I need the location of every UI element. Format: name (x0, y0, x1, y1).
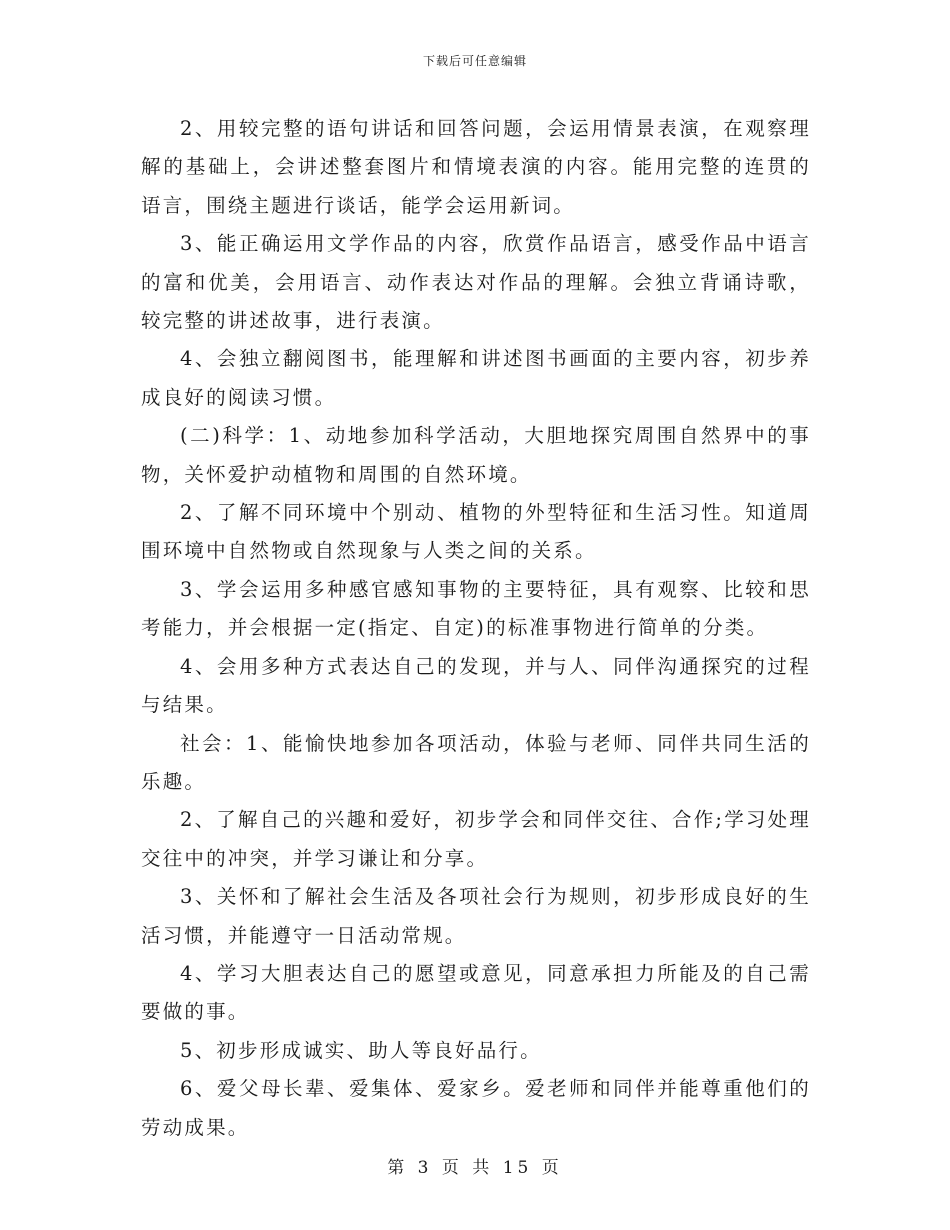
paragraph-science-3: 3、学会运用多种感官感知事物的主要特征，具有观察、比较和思考能力，并会根据一定(指定、自定)的标准事物进行简单的分类。 (141, 577, 811, 640)
paragraph-language-4: 4、会独立翻阅图书，能理解和讲述图书画面的主要内容，初步养成良好的阅读习惯。 (141, 347, 811, 409)
paragraph-society-2: 2、了解自己的兴趣和爱好，初步学会和同伴交往、合作;学习处理交往中的冲突，并学习谦让和分享。 (141, 808, 811, 870)
paragraph-science-1: (二)科学：1、动地参加科学活动，大胆地探究周围自然界中的事物，关怀爱护动植物和周围的自然环境。 (141, 424, 811, 486)
page-header: 下载后可任意编辑 (422, 54, 527, 68)
paragraph-language-2: 2、用较完整的语句讲话和回答问题，会运用情景表演，在观察理解的基础上，会讲述整套图片和情境表演的内容。能用完整的连贯的语言，围绕主题进行谈话，能学会运用新词。 (141, 117, 811, 217)
paragraph-society-6: 6、爱父母长辈、爱集体、爱家乡。爱老师和同伴并能尊重他们的劳动成果。 (141, 1077, 811, 1139)
page-number-footer: 第 3 页 共 15 页 (387, 1158, 563, 1178)
paragraph-science-2: 2、了解不同环境中个别动、植物的外型特征和生活习性。知道周围环境中自然物或自然现象与人类之间的关系。 (141, 501, 811, 563)
document-body (141, 110, 811, 1147)
paragraph-language-3: 3、能正确运用文学作品的内容，欣赏作品语言，感受作品中语言的富和优美，会用语言、动作表达对作品的理解。会独立背诵诗歌，较完整的讲述故事，进行表演。 (141, 232, 811, 333)
paragraph-society-3: 3、关怀和了解社会生活及各项社会行为规则，初步形成良好的生活习惯，并能遵守一日活动常规。 (141, 885, 811, 947)
paragraph-society-5: 5、初步形成诚实、助人等良好品行。 (180, 1038, 542, 1062)
paragraph-society-4: 4、学习大胆表达自己的愿望或意见，同意承担力所能及的自己需要做的事。 (141, 961, 811, 1024)
paragraph-science-4: 4、会用多种方式表达自己的发现，并与人、同伴沟通探究的过程与结果。 (141, 654, 811, 717)
paragraph-society-1: 社会：1、能愉快地参加各项活动，体验与老师、同伴共同生活的乐趣。 (141, 731, 811, 793)
